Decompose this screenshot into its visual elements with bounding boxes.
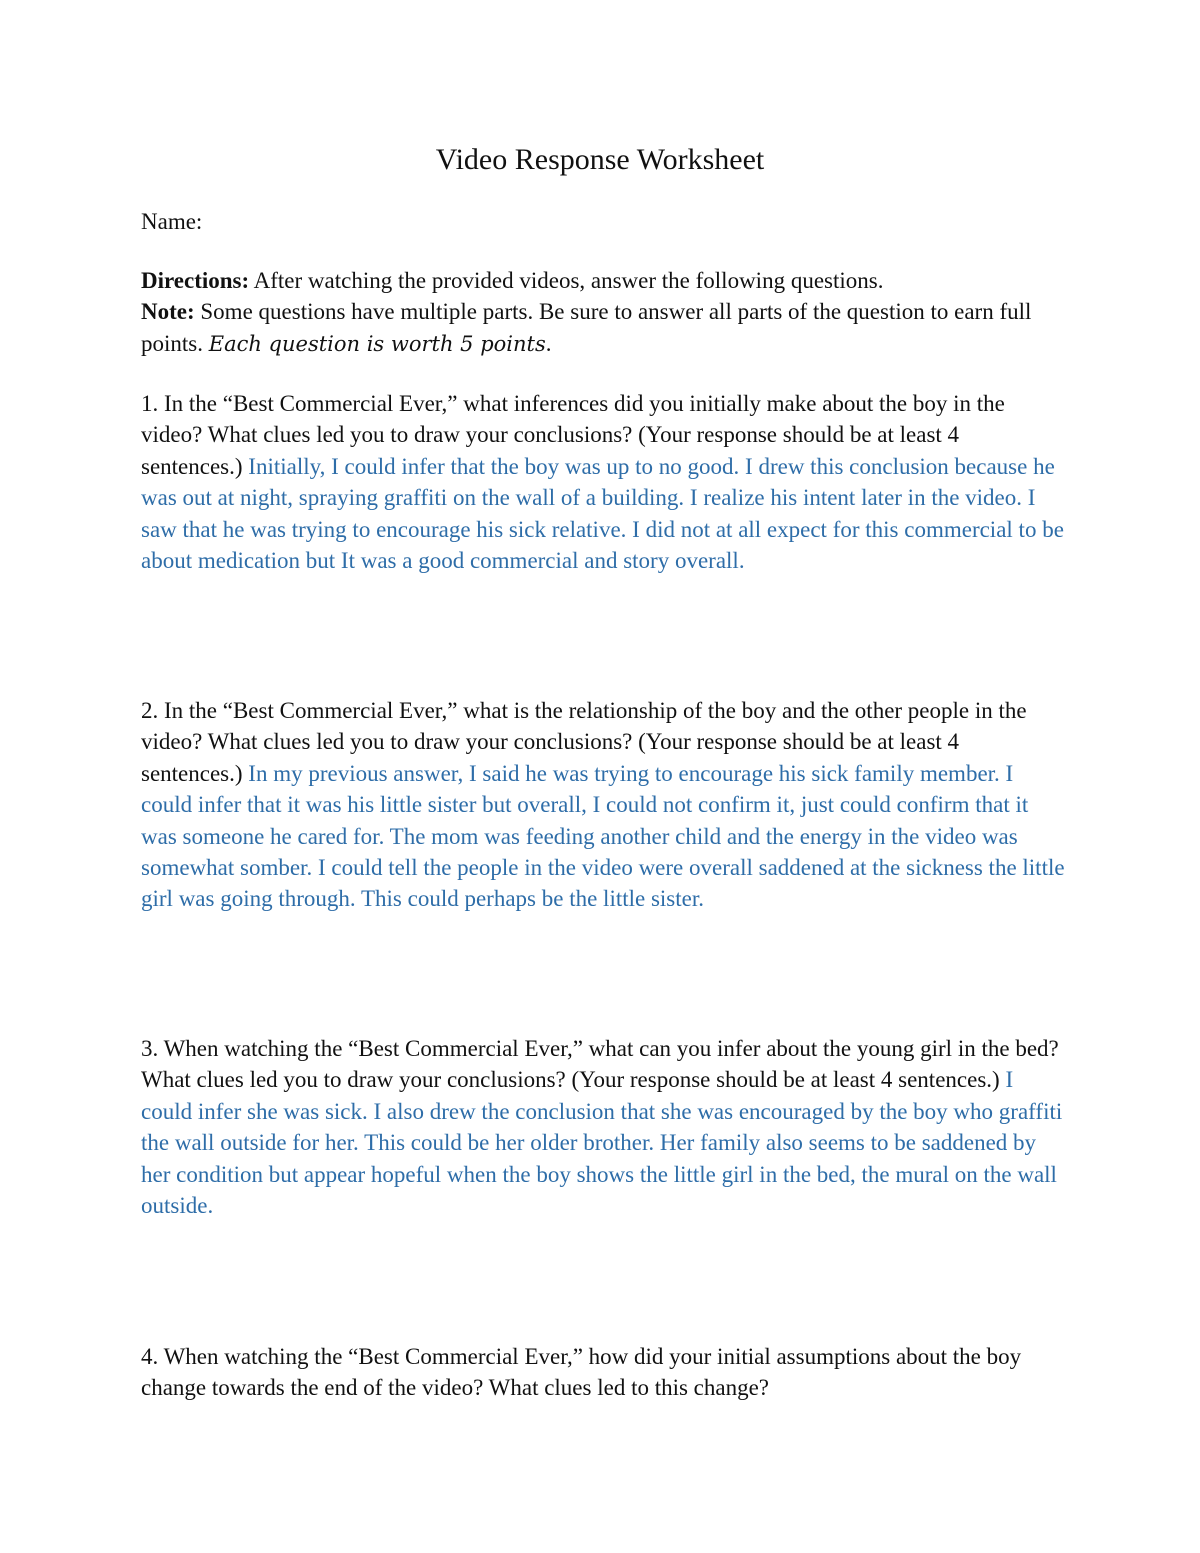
name-label: Name:: [141, 209, 203, 234]
question-1: [141, 388, 1066, 576]
question-1-answer: Initially, I could infer that the boy was up to no good. I drew this conclusion because he was out at night, spraying graffiti on the wall of a building. I realize his intent later in the video. I saw that he was trying to encourage his sick relative. I did not at all expect for this commercial to be about medication but It was a good commercial and story overall.: [141, 453, 1064, 574]
question-2: [141, 695, 1066, 915]
directions-text: After watching the provided videos, answer the following questions.: [249, 268, 884, 293]
question-3: [141, 1033, 1066, 1221]
directions-paragraph: [141, 265, 1066, 360]
question-4-prompt: 4. When watching the “Best Commercial Ever,” how did your initial assumptions about the boy change towards the end of the video? What clues led to this change?: [141, 1344, 1022, 1401]
note-label: Note:: [141, 299, 195, 325]
question-2-prompt: 2. In the “Best Commercial Ever,” what is the relationship of the boy and the other people in the video? What clues led you to draw your conclusions? (Your response should be at least 4 sentences.): [141, 698, 1027, 786]
note-end: .: [545, 330, 552, 356]
question-1-prompt: 1. In the “Best Commercial Ever,” what inferences did you initially make about the boy in the video? What clues led you to draw your conclusions? (Your response should be at least 4 sentences.): [141, 391, 1005, 479]
directions-label: Directions:: [141, 268, 250, 293]
page-title: Video Response Worksheet: [435, 143, 765, 176]
question-2-answer: In my previous answer, I said he was trying to encourage his sick family member. I could infer that it was his little sister but overall, I could not confirm it, just could confirm that it was someone he cared for. The mom was feeding another child and the energy in the video was somewhat somber. I could tell the people in the video were overall saddened at the sickness the little girl was going through. This could perhaps be the little sister.: [141, 760, 1065, 912]
question-3-answer: I could infer she was sick. I also drew the conclusion that she was encouraged by the boy who graffiti the wall outside for her. This could be her older brother. Her family also seems to be saddened by her condition but appear hopeful when the boy shows the little girl in the bed, the mural on the wall outside.: [141, 1067, 1063, 1219]
question-3-prompt: 3. When watching the “Best Commercial Ever,” what can you infer about the young girl in the bed? What clues led you to draw your conclusions? (Your response should be at least 4 sentences.): [141, 1036, 1059, 1093]
question-4: [141, 1341, 1066, 1404]
note-text: Some questions have multiple parts. Be sure to answer all parts of the question to earn full points.: [141, 299, 1032, 356]
points-note: Each question is worth 5 points: [208, 331, 546, 356]
